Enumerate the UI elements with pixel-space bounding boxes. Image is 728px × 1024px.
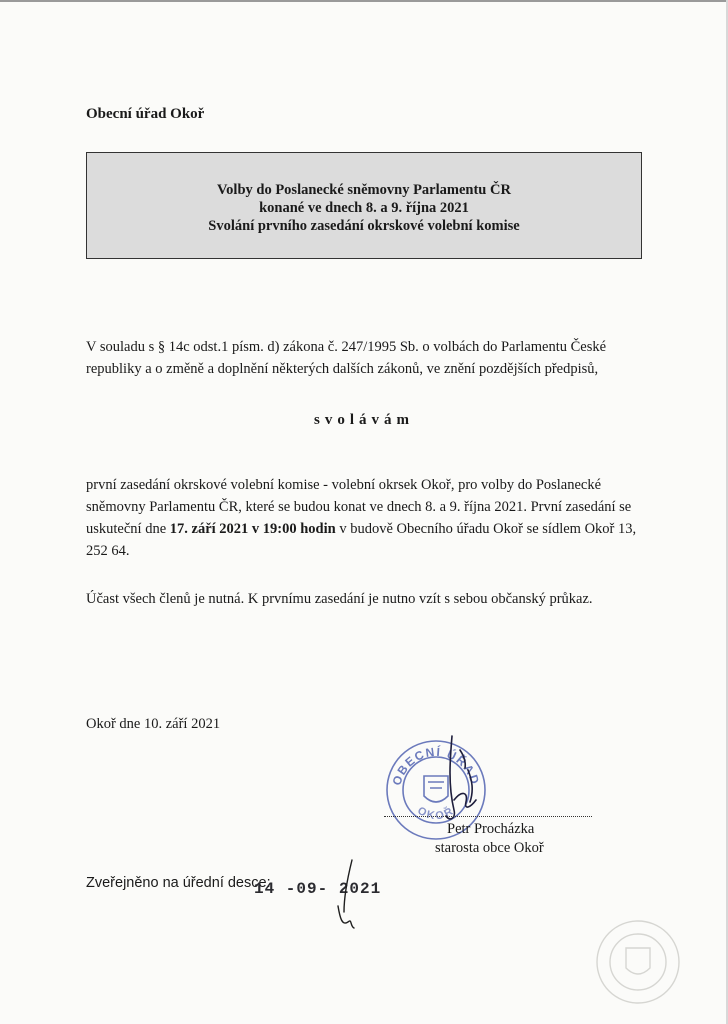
- meeting-paragraph: [86, 474, 656, 562]
- title-line-2: konané ve dnech 8. a 9. října 2021: [259, 199, 469, 216]
- legal-basis-paragraph: V souladu s § 14c odst.1 písm. d) zákona č. 247/1995 Sb. o volbách do Parlamentu České republiky a o změně a doplnění některých dalších zákonů, ve znění pozdějších předpisů,: [86, 339, 607, 377]
- signer-name: Petr Procházka: [447, 821, 535, 837]
- meeting-text-a: první zasedání okrskové volební komise - volební okrsek Okoř, pro volby do Poslanecké sněmovny Parlamentu ČR, které se budou konat ve dnech 8. a 9. října 2021. První zasedání se uskuteční dne: [86, 477, 632, 537]
- scan-edge-top: [0, 0, 728, 2]
- office-name: Obecní úřad Okoř: [86, 106, 205, 122]
- convening-heading: svolávám: [314, 412, 414, 428]
- title-line-3: Svolání prvního zasedání okrskové volební komise: [208, 217, 520, 234]
- meeting-text-b: v budově Obecního úřadu Okoř se sídlem Okoř 13, 252 64.: [86, 521, 637, 559]
- title-line-1: Volby do Poslanecké sněmovny Parlamentu ČR: [217, 181, 511, 198]
- attendance-paragraph: Účast všech členů je nutná. K prvnímu zasedání je nutno vzít s sebou občanský průkaz.: [86, 591, 593, 607]
- initials-icon: [330, 856, 370, 936]
- meeting-datetime: 17. září 2021 v 19:00 hodin: [169, 521, 336, 537]
- stamp-text-top: OBECNÍ ÚŘAD: [389, 744, 483, 788]
- title-box: [86, 152, 642, 259]
- posted-label: Zveřejněno na úřední desce:: [86, 875, 271, 891]
- signature-line: [384, 816, 592, 817]
- embossed-seal-icon: [594, 918, 682, 1006]
- signer-role: starosta obce Okoř: [435, 840, 544, 856]
- stamp-text-bottom: OKOŘ: [415, 804, 457, 823]
- posted-date-stamp: 14 -09- 2021: [254, 880, 382, 898]
- place-date: Okoř dne 10. září 2021: [86, 716, 221, 732]
